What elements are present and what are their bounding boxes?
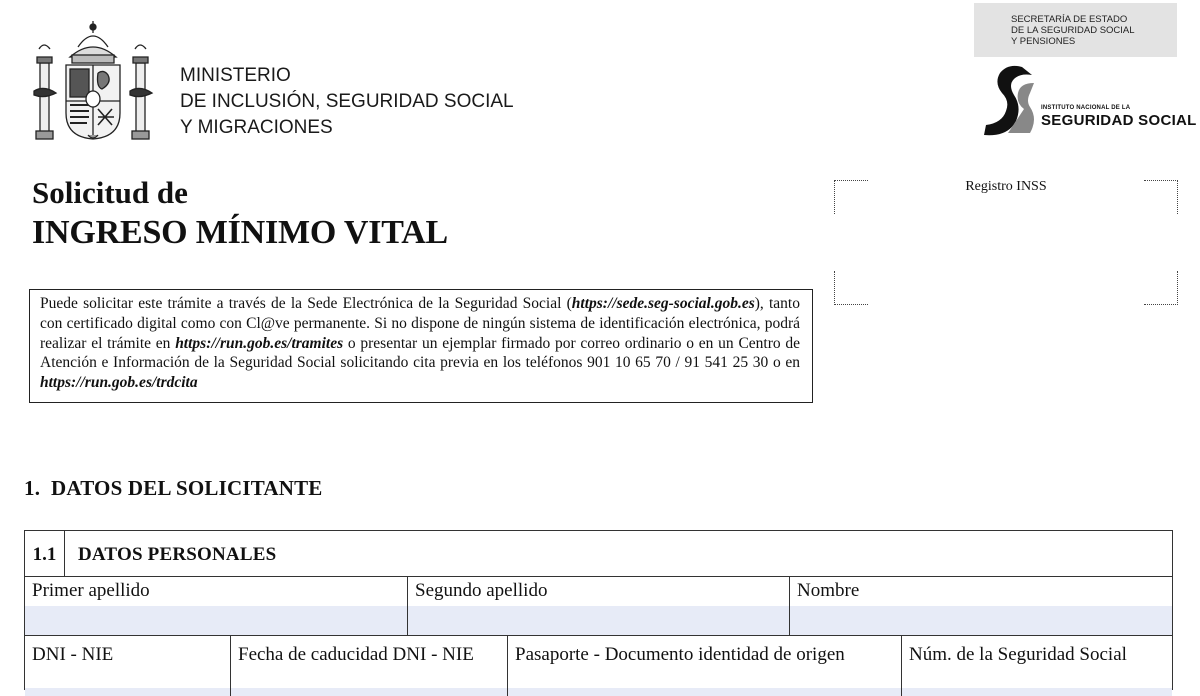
- num-seguridad-social-field[interactable]: [902, 636, 1172, 696]
- ministry-line-2: DE INCLUSIÓN, SEGURIDAD SOCIAL: [180, 91, 514, 112]
- sede-link[interactable]: https://sede.seg-social.gob.es: [571, 295, 755, 312]
- secretaria-box: [974, 3, 1177, 57]
- nombre-label: Nombre: [797, 580, 860, 601]
- registro-stamp-area: [834, 180, 1178, 305]
- info-box: [29, 289, 813, 403]
- fecha-caducidad-label: Fecha de caducidad DNI - NIE: [238, 644, 474, 665]
- inss-big-text: SEGURIDAD SOCIAL: [1041, 112, 1197, 129]
- inss-logo-icon: [978, 63, 1038, 139]
- secretaria-line-3: Y PENSIONES: [1011, 36, 1076, 47]
- registro-corner-bl: [834, 271, 868, 305]
- secretaria-line-2: DE LA SEGURIDAD SOCIAL: [1011, 25, 1135, 36]
- pasaporte-label: Pasaporte - Documento identidad de origen: [515, 644, 845, 665]
- pasaporte-field[interactable]: [508, 636, 902, 696]
- form-title-line-1: Solicitud de: [32, 175, 188, 210]
- dni-nie-label: DNI - NIE: [32, 644, 114, 665]
- form-title: [32, 175, 448, 255]
- inss-logo-text: [1041, 105, 1197, 129]
- section-title: 1. DATOS DEL SOLICITANTE: [24, 476, 323, 500]
- primer-apellido-field[interactable]: [25, 576, 408, 635]
- ministry-name: [180, 63, 514, 141]
- inss-small-text: INSTITUTO NACIONAL DE LA: [1041, 105, 1131, 111]
- segundo-apellido-field[interactable]: [408, 576, 790, 635]
- form-title-line-2: INGRESO MÍNIMO VITAL: [32, 214, 449, 251]
- segundo-apellido-input[interactable]: [408, 606, 789, 635]
- subsection-header: [25, 531, 1172, 577]
- tramites-link[interactable]: https://run.gob.es/tramites: [175, 334, 344, 352]
- info-text-1: Puede solicitar este trámite a través de la Sede Electrónica de la Seguridad Social (: [40, 295, 572, 312]
- subsection-title: DATOS PERSONALES: [78, 544, 277, 565]
- nombre-input[interactable]: [790, 606, 1172, 635]
- registro-corner-br: [1144, 271, 1178, 305]
- info-text-2: ), tanto con certificado digital como con Cl@ve permanente. Si no dispone de ningún sistema de identificación electrónica, podrá realizar el trámite en: [40, 295, 800, 352]
- pasaporte-input[interactable]: [508, 688, 901, 696]
- num-seguridad-social-label: Núm. de la Seguridad Social: [909, 644, 1127, 665]
- coat-of-arms-logo: [30, 17, 156, 147]
- ministry-line-1: MINISTERIO: [180, 65, 291, 86]
- dni-nie-input[interactable]: [25, 688, 230, 696]
- num-seguridad-social-input[interactable]: [902, 688, 1172, 696]
- registro-label: Registro INSS: [965, 179, 1047, 194]
- segundo-apellido-label: Segundo apellido: [415, 580, 548, 601]
- form-row-documents: [25, 636, 1172, 696]
- cita-link[interactable]: https://run.gob.es/trdcita: [40, 374, 198, 392]
- secretaria-line-1: SECRETARÍA DE ESTADO: [1011, 14, 1128, 25]
- nombre-field[interactable]: [790, 576, 1172, 635]
- dni-nie-field[interactable]: [25, 636, 231, 696]
- primer-apellido-input[interactable]: [25, 606, 407, 635]
- personal-data-form: [24, 530, 1173, 690]
- primer-apellido-label: Primer apellido: [32, 580, 150, 601]
- fecha-caducidad-input[interactable]: [231, 688, 507, 696]
- ministry-line-3: Y MIGRACIONES: [180, 117, 333, 138]
- subsection-number: 1.1: [25, 531, 65, 576]
- info-text-3: o presentar un ejemplar firmado por correo ordinario o en un Centro de Atención e Información de la Seguridad Social solicitando cita previa en los teléfonos 901 10 65 70 / 91 541 25 30 o en: [40, 334, 801, 372]
- form-row-names: [25, 576, 1172, 636]
- fecha-caducidad-field[interactable]: [231, 636, 508, 696]
